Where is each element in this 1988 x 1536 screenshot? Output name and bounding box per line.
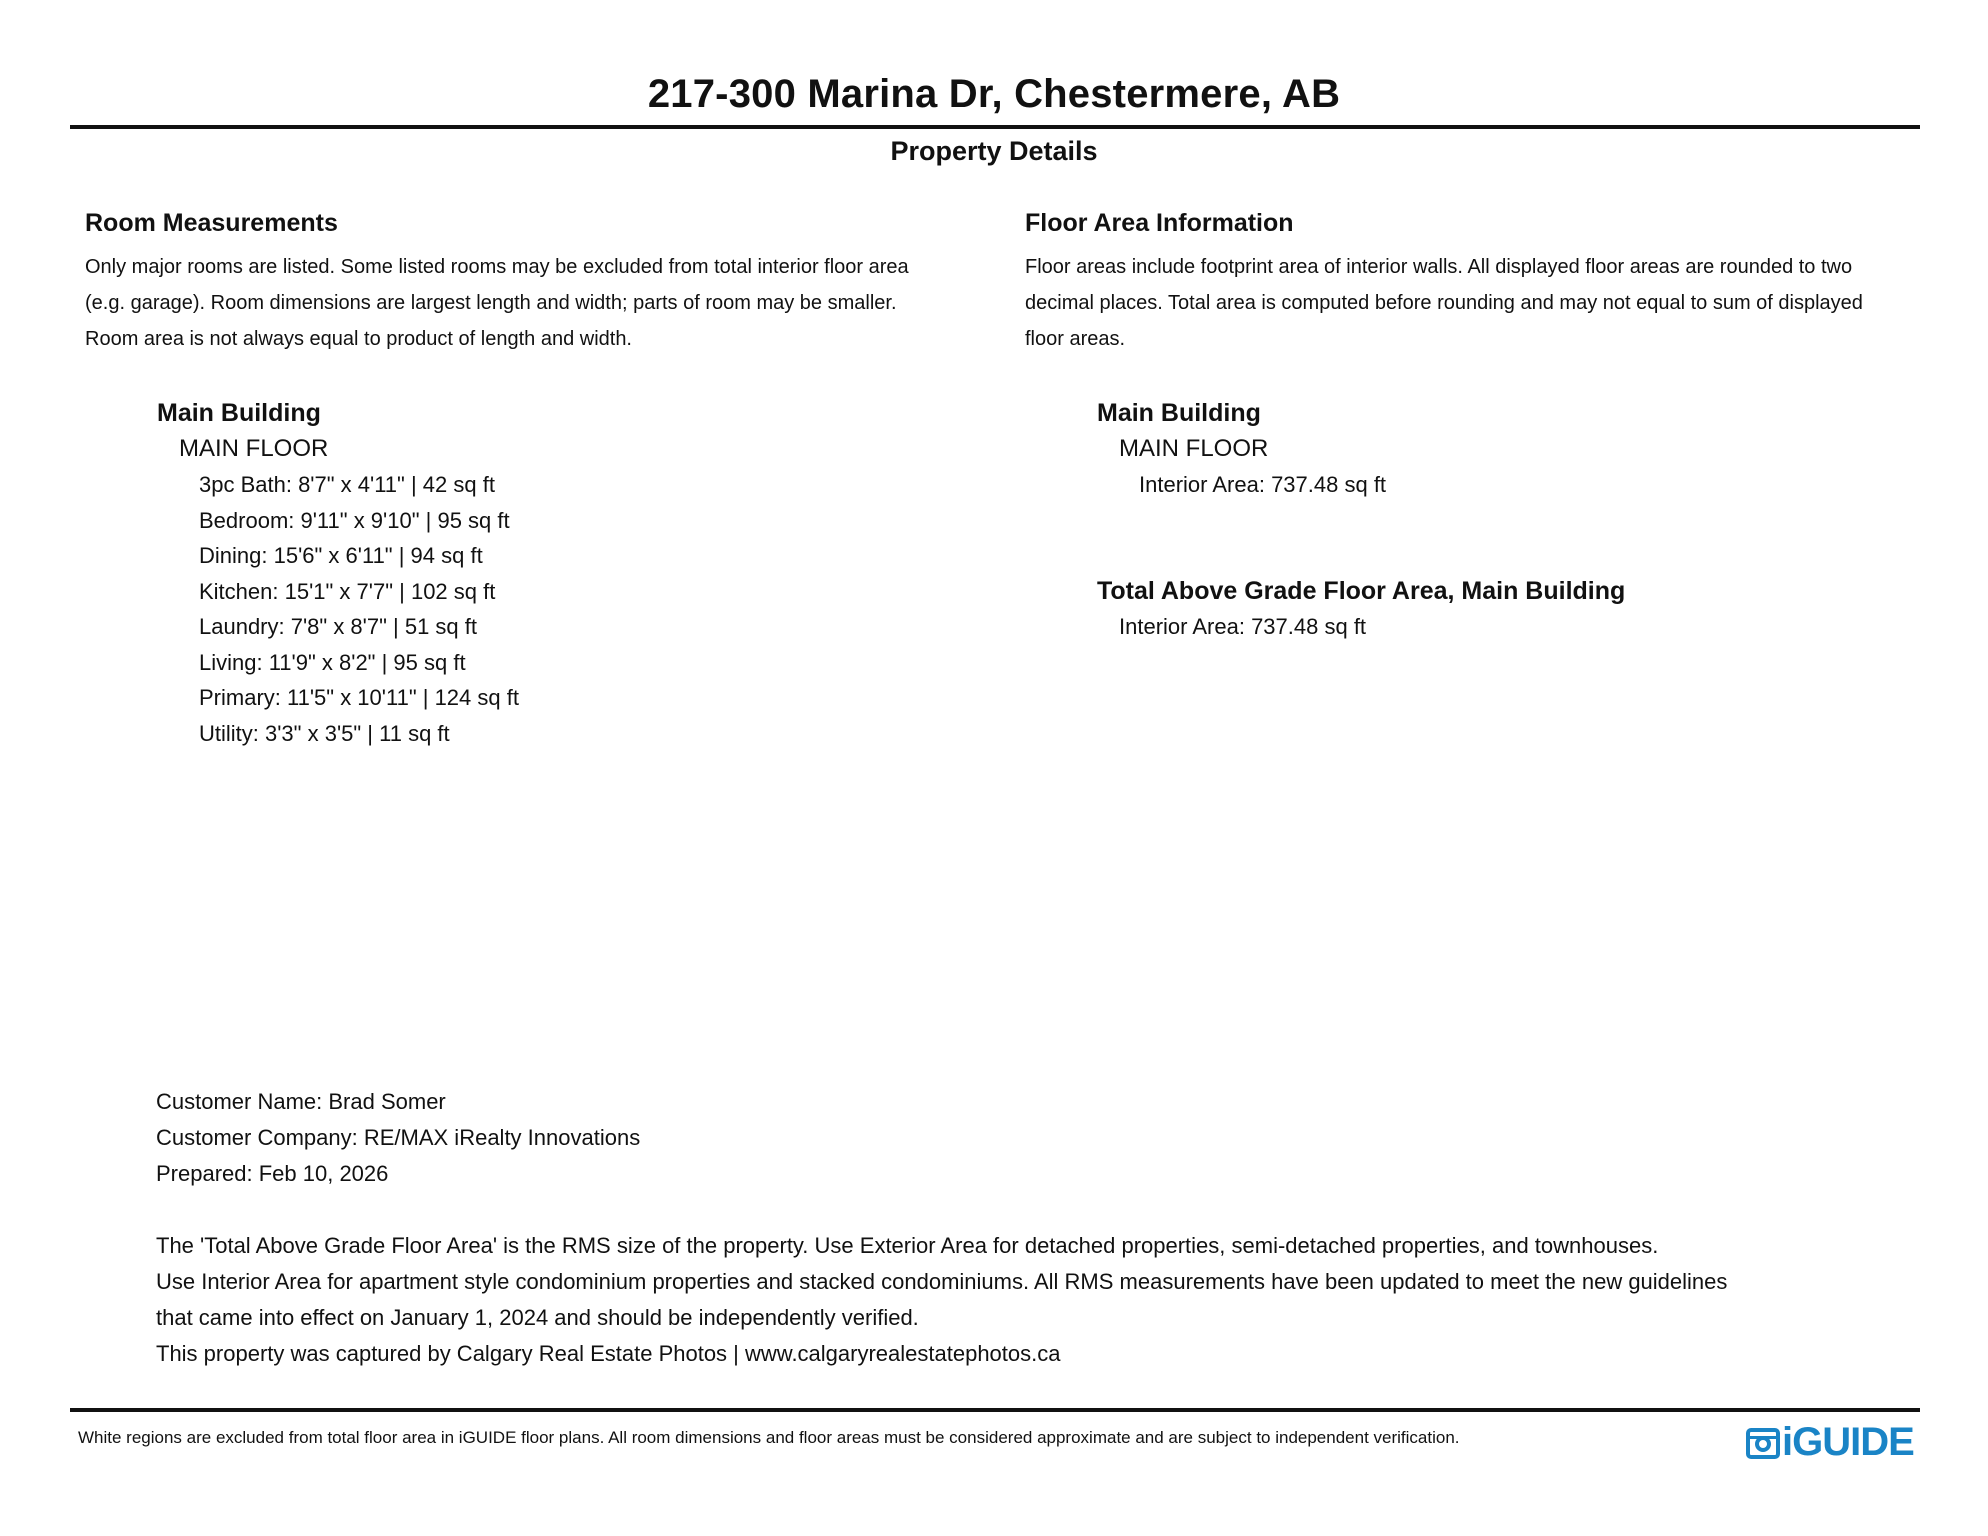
room-item: Primary: 11'5" x 10'11" | 124 sq ft bbox=[199, 685, 519, 710]
floor-name: MAIN FLOOR bbox=[179, 435, 329, 462]
floor-name: MAIN FLOOR bbox=[1119, 435, 1269, 462]
iguide-logo-text: iGUIDE bbox=[1782, 1420, 1914, 1464]
room-item: Dining: 15'6" x 6'11" | 94 sq ft bbox=[199, 543, 483, 568]
floor-area-list bbox=[1025, 395, 1925, 503]
footer-divider bbox=[70, 1408, 1920, 1412]
customer-info bbox=[156, 1084, 640, 1192]
room-item: Laundry: 7'8" x 8'7" | 51 sq ft bbox=[199, 614, 478, 639]
room-measurements-section bbox=[85, 205, 985, 751]
header-divider bbox=[70, 125, 1920, 129]
page-title: 217-300 Marina Dr, Chestermere, AB bbox=[647, 72, 1341, 116]
rms-note-line: The 'Total Above Grade Floor Area' is the RMS size of the property. Use Exterior Area for detached properties, semi-detached properties, and townhouses. bbox=[156, 1233, 1659, 1258]
total-area-heading: Total Above Grade Floor Area, Main Building bbox=[1097, 576, 1626, 605]
customer-name: Customer Name: Brad Somer bbox=[156, 1089, 446, 1114]
room-measurements-note-line: Room area is not always equal to product of length and width. bbox=[85, 328, 632, 350]
capture-credit: This property was captured by Calgary Real Estate Photos | www.calgaryrealestatephotos.ca bbox=[156, 1341, 1061, 1366]
room-measurements-heading: Room Measurements bbox=[85, 209, 338, 237]
room-item: Living: 11'9" x 8'2" | 95 sq ft bbox=[199, 649, 466, 675]
room-item: Utility: 3'3" x 3'5" | 11 sq ft bbox=[199, 720, 450, 746]
room-item: 3pc Bath: 8'7" x 4'11" | 42 sq ft bbox=[199, 472, 495, 497]
floor-area-note-line: Floor areas include footprint area of interior walls. All displayed floor areas are rounded to two bbox=[1025, 256, 1853, 278]
iguide-logo-icon bbox=[1746, 1426, 1780, 1460]
room-item: Kitchen: 15'1" x 7'7" | 102 sq ft bbox=[199, 578, 496, 604]
total-area-block bbox=[1025, 573, 1925, 645]
building-name: Main Building bbox=[157, 399, 321, 427]
room-item: Bedroom: 9'11" x 9'10" | 95 sq ft bbox=[199, 507, 510, 533]
room-measurements-note-line: (e.g. garage). Room dimensions are largest length and width; parts of room may be smaller. bbox=[85, 292, 897, 314]
rms-note-line: that came into effect on January 1, 2024 and should be independently verified. bbox=[156, 1305, 919, 1330]
rms-notes bbox=[156, 1228, 1916, 1372]
iguide-logo bbox=[1746, 1420, 1914, 1465]
floor-area-note-line: floor areas. bbox=[1025, 328, 1126, 350]
page-subtitle: Property Details bbox=[890, 136, 1098, 166]
total-interior-area-value: Interior Area: 737.48 sq ft bbox=[1119, 613, 1367, 639]
building-name: Main Building bbox=[1097, 399, 1261, 427]
room-measurements-note-line: Only major rooms are listed. Some listed rooms may be excluded from total interior floor area bbox=[85, 256, 909, 278]
floor-area-section bbox=[1025, 205, 1925, 645]
rms-note-line: Use Interior Area for apartment style condominium properties and stacked condominiums. All RMS measurements have been updated to meet the new guidelines bbox=[156, 1269, 1728, 1294]
room-list bbox=[85, 395, 985, 751]
footer-disclaimer: White regions are excluded from total floor area in iGUIDE floor plans. All room dimensions and floor areas must be considered approximate and are subject to independent verification. bbox=[78, 1428, 1460, 1447]
customer-company: Customer Company: RE/MAX iRealty Innovations bbox=[156, 1125, 641, 1150]
prepared-date: Prepared: Feb 10, 2026 bbox=[156, 1161, 389, 1186]
interior-area-value: Interior Area: 737.48 sq ft bbox=[1139, 472, 1387, 497]
floor-area-note-line: decimal places. Total area is computed before rounding and may not equal to sum of displayed bbox=[1025, 292, 1863, 314]
floor-area-heading: Floor Area Information bbox=[1025, 209, 1294, 237]
